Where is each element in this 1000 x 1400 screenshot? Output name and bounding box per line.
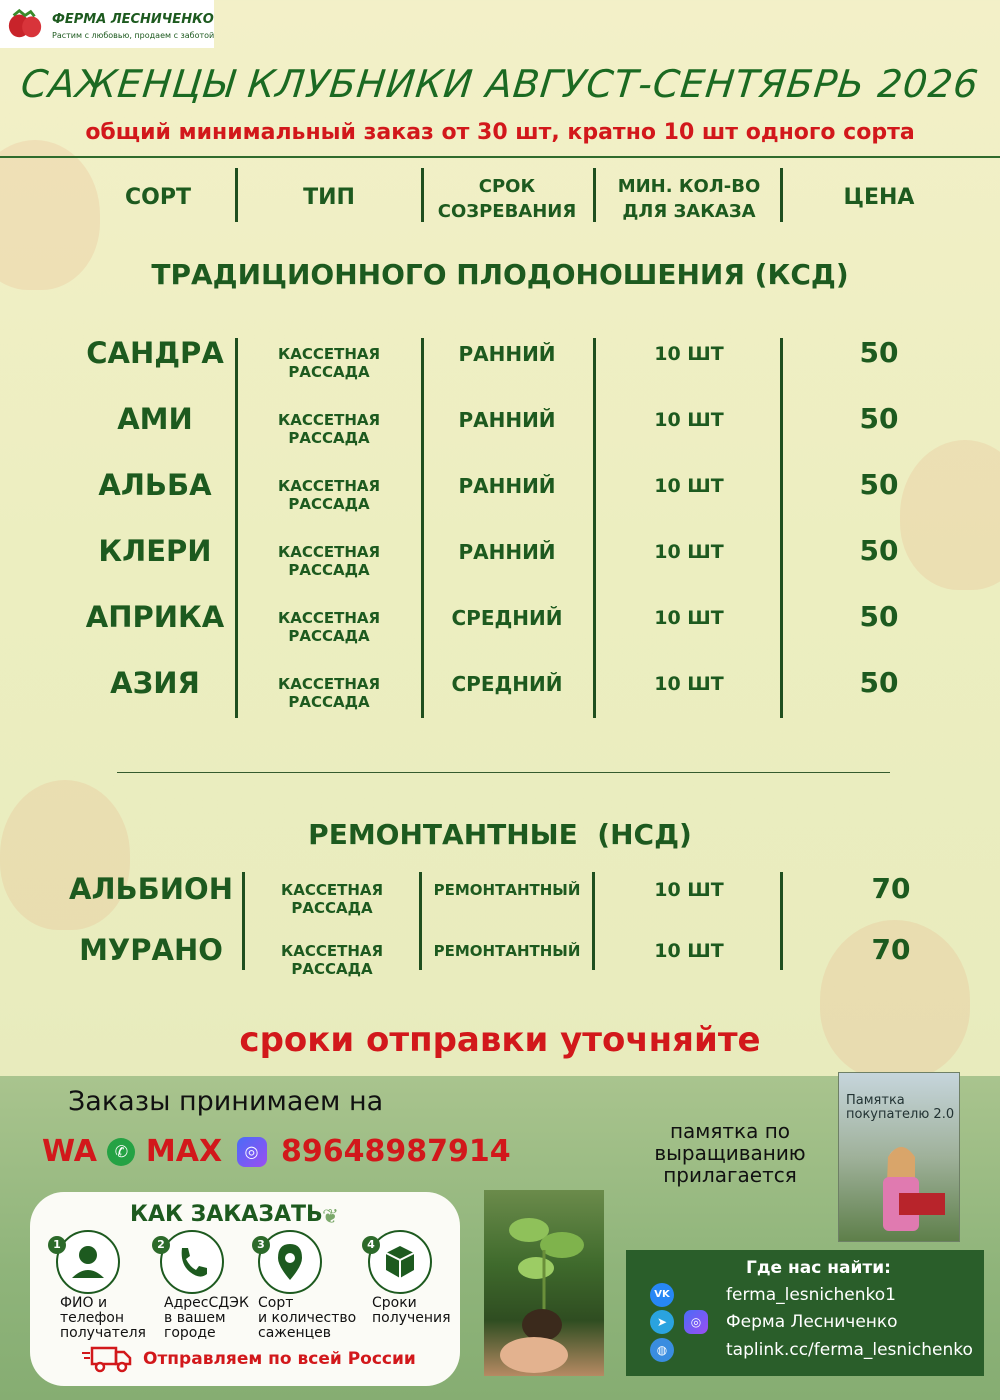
row-sort: АЗИЯ bbox=[110, 666, 200, 700]
row-term: РАННИЙ bbox=[458, 540, 556, 564]
whatsapp-icon[interactable]: ✆ bbox=[107, 1138, 135, 1166]
section-title-traditional: ТРАДИЦИОННОГО ПЛОДОНОШЕНИЯ (КСД) bbox=[151, 258, 849, 291]
step-num: 3 bbox=[252, 1236, 270, 1254]
row-price: 50 bbox=[859, 468, 899, 501]
header-term-2: СОЗРЕВАНИЯ bbox=[437, 201, 577, 222]
row-min: 10 ШТ bbox=[654, 940, 724, 962]
table2-divider-3 bbox=[592, 872, 595, 970]
telegram-link[interactable]: Ферма Лесниченко bbox=[726, 1312, 898, 1332]
min-order-note: общий минимальный заказ от 30 шт, кратно 10 шт одного сорта bbox=[85, 120, 915, 145]
row-term: СРЕДНИЙ bbox=[451, 672, 563, 696]
row-min: 10 ШТ bbox=[654, 475, 724, 497]
memo-booklet-title: Памятка покупателю 2.0 bbox=[846, 1093, 955, 1122]
row-type: КАССЕТНАЯ РАССАДА bbox=[277, 345, 381, 381]
step-text: Сроки получения bbox=[372, 1295, 451, 1326]
max-messenger-icon[interactable]: ◎ bbox=[237, 1137, 267, 1167]
section-divider bbox=[117, 772, 890, 773]
orders-title: Заказы принимаем на bbox=[68, 1086, 384, 1117]
row-sort: АМИ bbox=[117, 402, 193, 436]
background-strawberry-3 bbox=[0, 780, 130, 930]
logo-subtitle: Растим с любовью, продаем с заботой bbox=[52, 31, 215, 40]
taplink-link[interactable]: taplink.cc/ferma_lesnichenko bbox=[726, 1340, 973, 1360]
step-text: АдресСДЭК в вашем городе bbox=[164, 1295, 249, 1341]
row-type: КАССЕТНАЯ РАССАДА bbox=[277, 411, 381, 447]
row-sort: МУРАНО bbox=[79, 933, 223, 967]
row-price: 50 bbox=[859, 402, 899, 435]
row-type: КАССЕТНАЯ РАССАДА bbox=[280, 942, 384, 978]
row-term: РЕМОНТАНТНЫЙ bbox=[433, 881, 581, 899]
vk-link[interactable]: ferma_lesnichenko1 bbox=[726, 1285, 896, 1305]
seedling-photo bbox=[484, 1190, 604, 1376]
header-sort: СОРТ bbox=[125, 185, 191, 210]
header-term-1: СРОК bbox=[478, 176, 536, 197]
row-min: 10 ШТ bbox=[654, 607, 724, 629]
header-price: ЦЕНА bbox=[843, 185, 915, 210]
whatsapp-label: WA bbox=[42, 1134, 97, 1169]
max-messenger-icon[interactable]: ◎ bbox=[684, 1310, 708, 1334]
header-min-2: ДЛЯ ЗАКАЗА bbox=[622, 201, 756, 222]
header-divider-4 bbox=[780, 168, 783, 222]
row-price: 50 bbox=[859, 336, 899, 369]
table1-divider-2 bbox=[421, 338, 424, 718]
row-sort: КЛЕРИ bbox=[98, 534, 212, 568]
max-label: MAX bbox=[145, 1134, 223, 1169]
how-to-order-title: КАК ЗАКАЗАТЬ bbox=[130, 1202, 323, 1227]
header-type: ТИП bbox=[303, 185, 355, 210]
section-title-remontant: РЕМОНТАНТНЫЕ (НСД) bbox=[308, 818, 692, 851]
step-num: 2 bbox=[152, 1236, 170, 1254]
step-2-phone-icon bbox=[160, 1230, 224, 1294]
row-price: 70 bbox=[871, 872, 911, 905]
step-text: ФИО и телефон получателя bbox=[60, 1295, 146, 1341]
globe-icon[interactable]: ◍ bbox=[650, 1338, 674, 1362]
row-sort: АЛЬБА bbox=[98, 468, 212, 502]
shipping-note: сроки отправки уточняйте bbox=[239, 1020, 761, 1060]
step-num: 1 bbox=[48, 1236, 66, 1254]
row-type: КАССЕТНАЯ РАССАДА bbox=[280, 881, 384, 917]
delivery-truck-icon bbox=[82, 1344, 134, 1374]
contacts-title: Где нас найти: bbox=[746, 1258, 891, 1278]
shipping-russia-text: Отправляем по всей России bbox=[143, 1349, 416, 1369]
step-num: 4 bbox=[362, 1236, 380, 1254]
row-price: 50 bbox=[859, 666, 899, 699]
memo-text: памятка по выращиванию прилагается bbox=[654, 1119, 806, 1187]
row-type: КАССЕТНАЯ РАССАДА bbox=[277, 675, 381, 711]
row-term: РАННИЙ bbox=[458, 408, 556, 432]
row-price: 70 bbox=[871, 933, 911, 966]
step-1-person-icon bbox=[56, 1230, 120, 1294]
vk-icon[interactable]: VK bbox=[650, 1283, 674, 1307]
telegram-icon[interactable]: ➤ bbox=[650, 1310, 674, 1334]
row-price: 50 bbox=[859, 600, 899, 633]
table1-divider-3 bbox=[593, 338, 596, 718]
strawberry-logo-icon bbox=[6, 6, 44, 42]
row-sort: АПРИКА bbox=[85, 600, 225, 634]
leaf-icon: ❦ bbox=[322, 1204, 339, 1228]
row-sort: АЛЬБИОН bbox=[69, 872, 233, 906]
row-term: РЕМОНТАНТНЫЙ bbox=[433, 942, 581, 960]
row-price: 50 bbox=[859, 534, 899, 567]
row-type: КАССЕТНАЯ РАССАДА bbox=[277, 543, 381, 579]
top-divider bbox=[0, 156, 1000, 158]
row-term: СРЕДНИЙ bbox=[451, 606, 563, 630]
row-type: КАССЕТНАЯ РАССАДА bbox=[277, 609, 381, 645]
background-strawberry-2 bbox=[900, 440, 1000, 590]
row-min: 10 ШТ bbox=[654, 879, 724, 901]
row-min: 10 ШТ bbox=[654, 673, 724, 695]
row-type: КАССЕТНАЯ РАССАДА bbox=[277, 477, 381, 513]
contact-line bbox=[42, 1134, 511, 1169]
row-sort: САНДРА bbox=[86, 336, 224, 370]
page-title: САЖЕНЦЫ КЛУБНИКИ АВГУСТ-СЕНТЯБРЬ 2026 bbox=[18, 62, 982, 106]
logo-title: ФЕРМА ЛЕСНИЧЕНКО bbox=[52, 12, 214, 27]
step-text: Сорт и количество саженцев bbox=[258, 1295, 357, 1341]
row-min: 10 ШТ bbox=[654, 343, 724, 365]
row-min: 10 ШТ bbox=[654, 541, 724, 563]
row-term: РАННИЙ bbox=[458, 342, 556, 366]
table1-divider-4 bbox=[780, 338, 783, 718]
table1-divider-1 bbox=[235, 338, 238, 718]
phone-number[interactable]: 89648987914 bbox=[280, 1134, 511, 1169]
row-min: 10 ШТ bbox=[654, 409, 724, 431]
row-term: РАННИЙ bbox=[458, 474, 556, 498]
header-min-1: МИН. КОЛ-ВО bbox=[617, 176, 761, 197]
